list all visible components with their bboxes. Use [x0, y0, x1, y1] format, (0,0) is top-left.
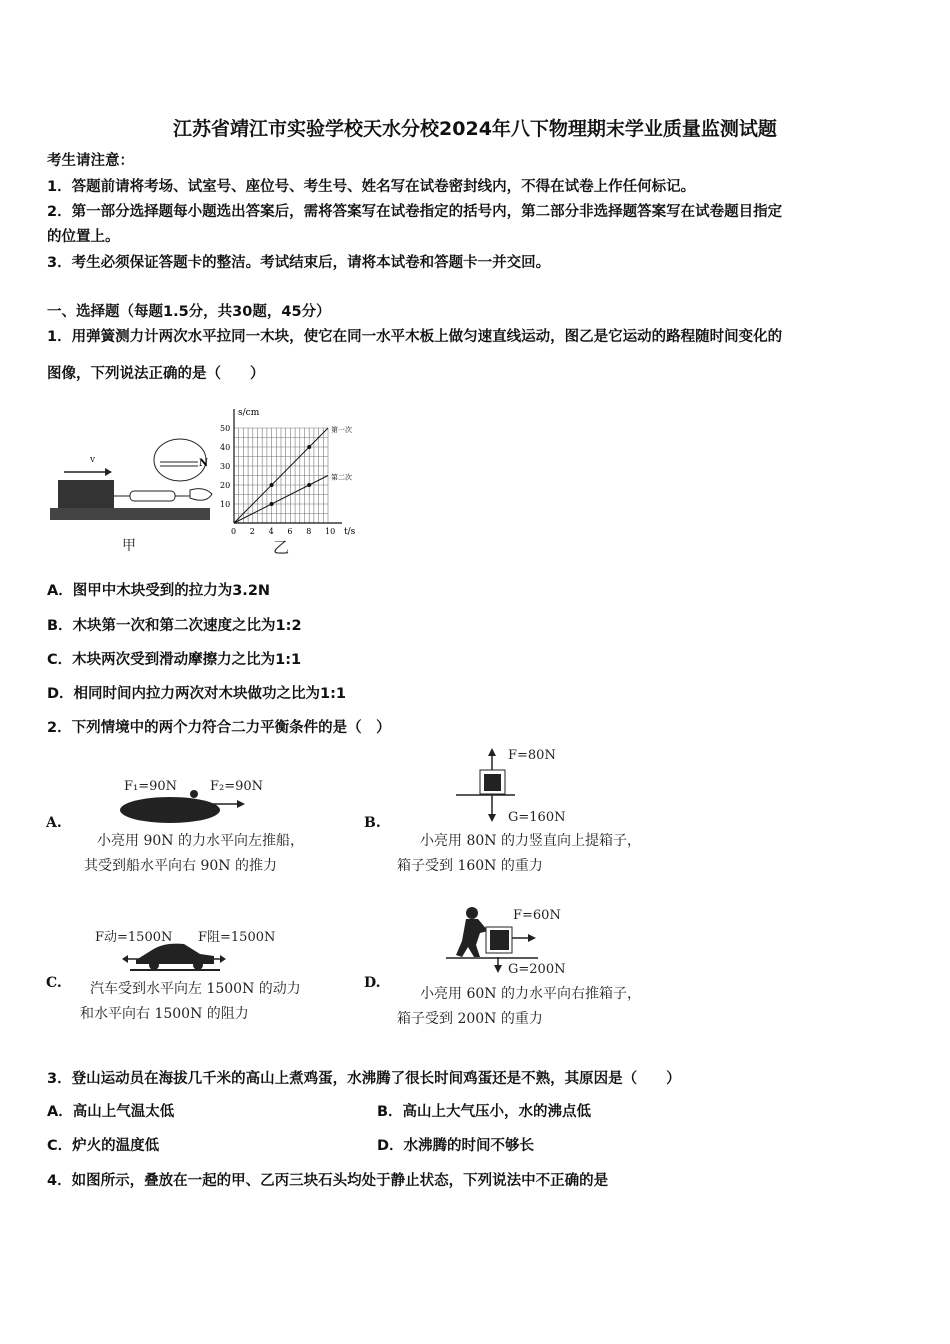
force-label: F₂=90N: [210, 779, 264, 794]
force-label: G=200N: [508, 962, 566, 977]
q2-option-text: 小亮用 60N 的力水平向右推箱子，: [420, 986, 641, 1002]
q2-option-text: 小亮用 90N 的力水平向左推船，: [97, 833, 304, 849]
q2-option-letter: D.: [364, 975, 381, 991]
q1-stem: 1．用弹簧测力计两次水平拉同一木块，使它在同一水平木板上做匀速直线运动，图乙是它运动的路程随时间变化的: [47, 329, 783, 345]
x-tick-label: 8: [306, 527, 312, 536]
distance-time-graph: [218, 403, 368, 538]
y-tick-label: 40: [220, 443, 231, 452]
x-axis-label: t/s: [344, 527, 356, 537]
q2-stem: 2．下列情境中的两个力符合二力平衡条件的是（ ）: [47, 720, 391, 736]
q2-option-text: 和水平向右 1500N 的阻力: [80, 1006, 249, 1022]
data-point: [270, 502, 274, 506]
x-tick-label: 2: [249, 527, 255, 536]
q3-option-c: C．炉火的温度低: [47, 1138, 160, 1154]
data-point: [270, 483, 274, 487]
x-tick-label: 4: [268, 527, 274, 536]
car-figure: [122, 940, 227, 972]
q1-option-a: A．图甲中木块受到的拉力为3.2N: [47, 583, 271, 599]
notice-item: 2．第一部分选择题每小题选出答案后，需将答案写在试卷指定的括号内，第二部分非选择题答案写在试卷题目指定: [47, 204, 783, 220]
q3-option-b: B．高山上大气压小，水的沸点低: [377, 1104, 592, 1120]
y-axis-label: s/cm: [238, 408, 260, 418]
figure-label-yi: 乙: [273, 538, 290, 557]
q2-option-letter: C.: [46, 975, 62, 991]
y-tick-label: 30: [220, 462, 231, 471]
force-label: F=80N: [508, 748, 556, 763]
notice-heading: 考生请注意：: [47, 153, 134, 169]
notice-item: 3．考生必须保证答题卡的整洁。考试结束后，请将本试卷和答题卡一并交回。: [47, 255, 551, 271]
force-label: F=60N: [513, 908, 561, 923]
figure-label-jia: 甲: [122, 538, 136, 554]
q2-option-letter: B.: [364, 815, 381, 831]
q1-stem: 图像，下列说法正确的是（ ）: [47, 366, 265, 382]
velocity-label: v: [90, 455, 96, 465]
spring-scale-figure: [50, 430, 220, 525]
q3-option-d: D．水沸腾的时间不够长: [377, 1138, 535, 1154]
series-label: 第二次: [331, 473, 352, 482]
x-tick-label: 6: [287, 527, 293, 536]
q4-stem: 4．如图所示，叠放在一起的甲、乙丙三块石头均处于静止状态，下列说法中不正确的是: [47, 1173, 609, 1189]
q2-option-text: 小亮用 80N 的力竖直向上提箱子，: [420, 833, 641, 849]
notice-item: 1．答题前请将考场、试室号、座位号、考生号、姓名写在试卷密封线内，不得在试卷上作任何标记。: [47, 179, 696, 195]
q1-option-b: B．木块第一次和第二次速度之比为1:2: [47, 618, 302, 634]
force-label: F₁=90N: [124, 779, 178, 794]
data-point: [307, 483, 311, 487]
force-label: F动=1500N: [95, 930, 173, 945]
q3-stem: 3．登山运动员在海拔几千米的高山上煮鸡蛋，水沸腾了很长时间鸡蛋还是不熟，其原因是（ ）: [47, 1071, 681, 1087]
q3-option-a: A．高山上气温太低: [47, 1104, 175, 1120]
svg-text:N: N: [199, 458, 209, 469]
data-point: [307, 445, 311, 449]
q1-option-c: C．木块两次受到滑动摩擦力之比为1:1: [47, 652, 302, 668]
q2-option-text: 其受到船水平向右 90N 的推力: [84, 858, 277, 874]
q2-option-letter: A.: [46, 815, 62, 831]
notice-item: 的位置上。: [47, 229, 120, 245]
q2-option-text: 箱子受到 200N 的重力: [397, 1011, 543, 1027]
force-label: F阻=1500N: [198, 930, 276, 945]
y-tick-label: 50: [220, 424, 231, 433]
q1-option-d: D．相同时间内拉力两次对木块做功之比为1:1: [47, 686, 347, 702]
x-tick-label: 10: [325, 527, 336, 536]
q2-option-text: 箱子受到 160N 的重力: [397, 858, 543, 874]
series-label: 第一次: [331, 426, 352, 434]
section-heading: 一、选择题（每题1.5分，共30题，45分）: [47, 304, 331, 320]
box-lift-figure: [440, 748, 515, 828]
q2-option-text: 汽车受到水平向左 1500N 的动力: [90, 981, 301, 997]
y-tick-label: 10: [220, 500, 231, 509]
page-title: 江苏省靖江市实验学校天水分校2024年八下物理期末学业质量监测试题: [173, 118, 777, 140]
force-label: G=160N: [508, 810, 566, 825]
y-tick-label: 20: [220, 481, 231, 490]
boat-figure: [112, 790, 247, 826]
x-tick-label: 0: [231, 527, 237, 536]
